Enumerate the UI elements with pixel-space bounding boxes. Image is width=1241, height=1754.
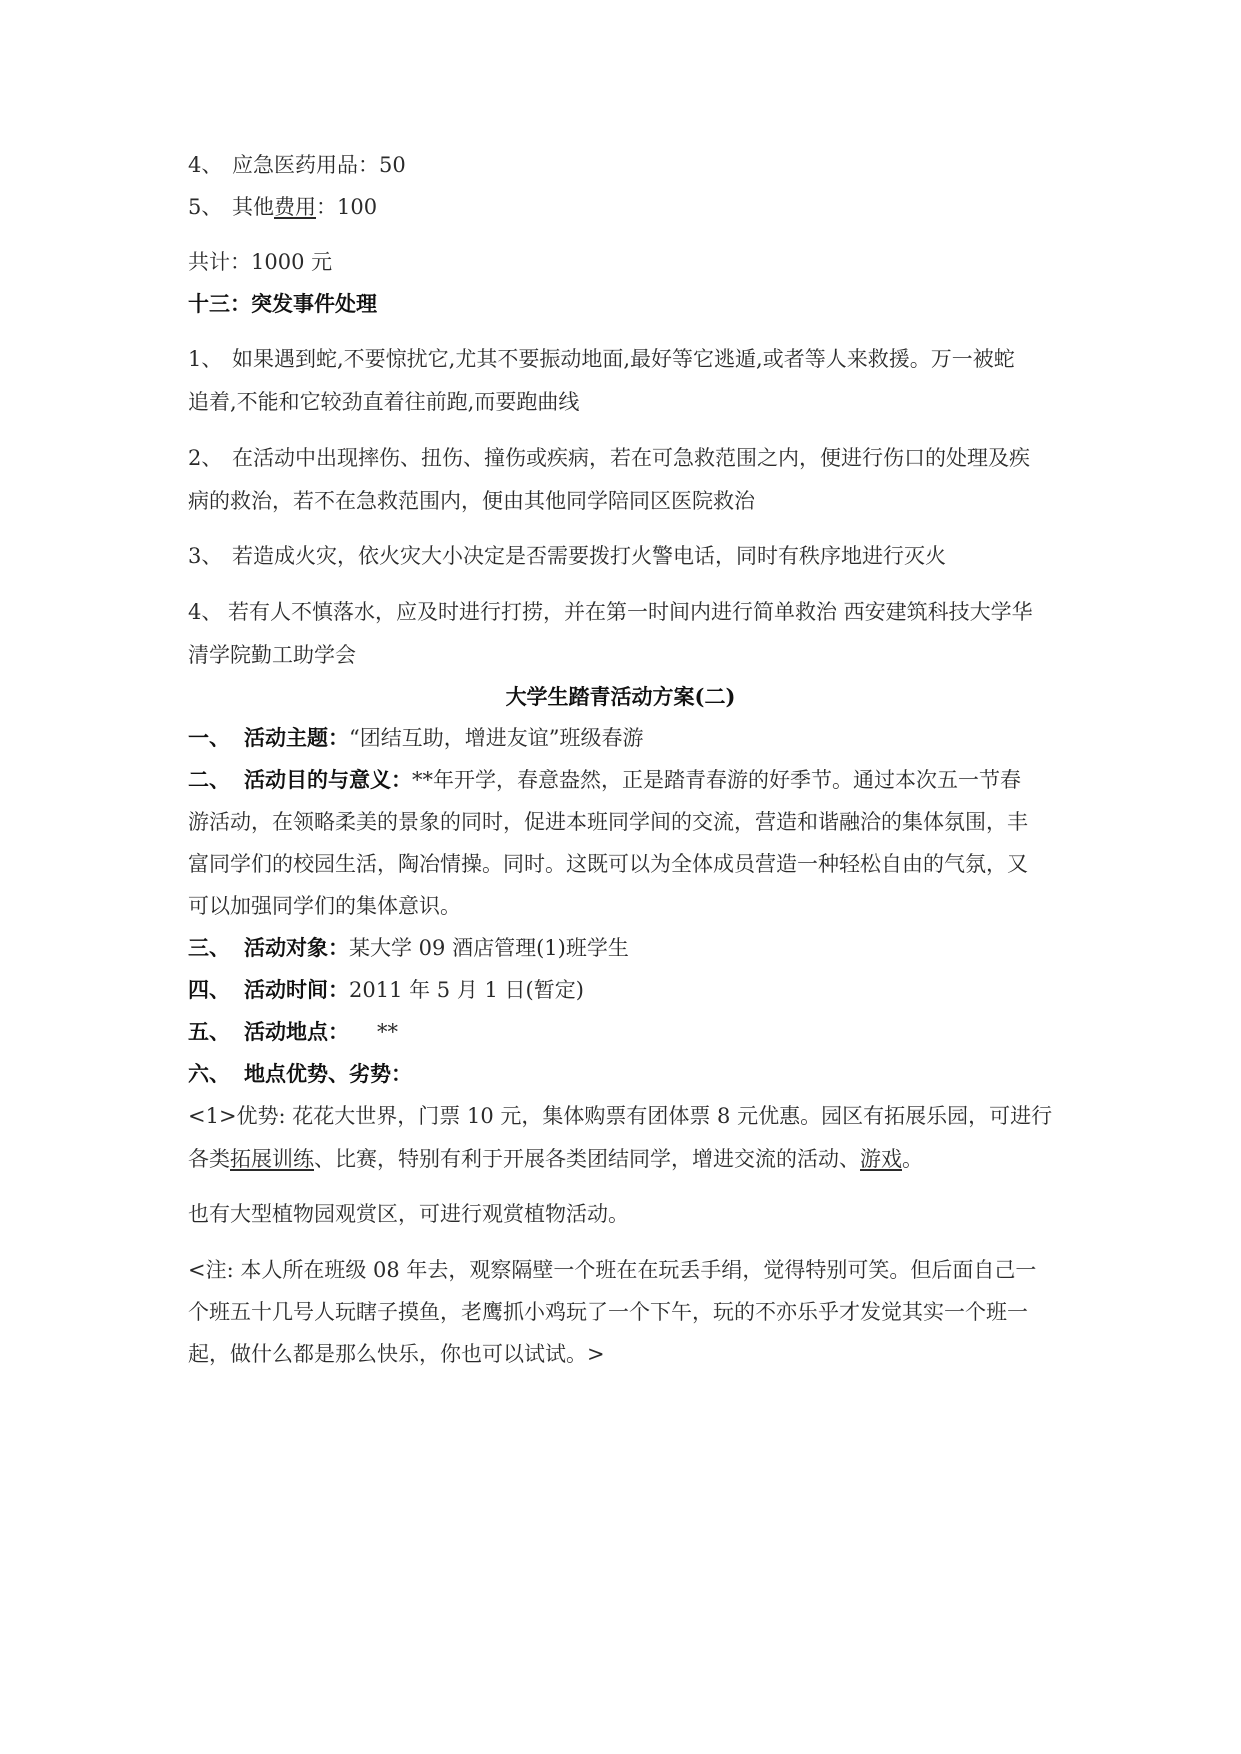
- section-label: 活动地点：: [244, 1019, 349, 1044]
- item-number: 4、: [188, 600, 223, 624]
- section-pros-cons: [188, 1060, 412, 1088]
- section-text: 某大学 09 酒店管理(1)班学生: [349, 936, 629, 960]
- item-number: 2、: [188, 446, 223, 470]
- section-purpose-line2: 游活动，在领略柔美的景象的同时，促进本班同学间的交流，营造和谐融洽的集体氛围，丰: [188, 810, 1028, 834]
- item-label-colon: ：: [316, 195, 337, 219]
- section-number: 三、: [188, 935, 230, 960]
- section-time: [188, 976, 584, 1004]
- advantage-text: 各类: [188, 1147, 230, 1171]
- section-text: “团结互助，增进友谊”班级春游: [349, 726, 644, 750]
- item-number: 1、: [188, 347, 223, 371]
- botanical-line: 也有大型植物园观赏区，可进行观赏植物活动。: [188, 1202, 629, 1226]
- budget-total: [188, 248, 332, 276]
- section-number: 一、: [188, 725, 230, 750]
- section-text: **: [377, 1020, 398, 1044]
- section-purpose-line3: 富同学们的校园生活，陶冶情操。同时。这既可以为全体成员营造一种轻松自由的气氛，又: [188, 852, 1028, 876]
- item-value: 50: [379, 153, 406, 177]
- note-line2: 个班五十几号人玩瞎子摸鱼，老鹰抓小鸡玩了一个下午，玩的不亦乐乎才发觉其实一个班一: [188, 1300, 1028, 1324]
- plan-title: 大学生踏青活动方案(二): [505, 684, 736, 709]
- total-value: 1000: [251, 250, 305, 274]
- emergency-item-1-line2: 追着,不能和它较劲直着往前跑,而要跑曲线: [188, 390, 580, 414]
- advantage-text: 、比赛，特别有利于开展各类团结同学，增进交流的活动、: [314, 1147, 860, 1171]
- section-label: 活动时间：: [244, 977, 349, 1002]
- advantage-line2: [188, 1145, 923, 1173]
- item-number: 5、: [188, 195, 223, 219]
- item-number: 4、: [188, 153, 223, 177]
- emergency-item-3-line1: [188, 542, 946, 570]
- emergency-item-4-line2: 清学院勤工助学会: [188, 643, 356, 667]
- emergency-item-4-line1: [188, 598, 1033, 626]
- fee-link[interactable]: 费用: [274, 195, 316, 219]
- item-text: 如果遇到蛇,不要惊扰它,尤其不要振动地面,最好等它逃遁,或者等人来救援。万一被蛇: [232, 347, 1015, 371]
- budget-item-4: [188, 151, 406, 179]
- item-label: 应急医药用品：: [232, 153, 379, 177]
- item-label: 其他: [232, 195, 274, 219]
- item-text: 若造成火灾，依火灾大小决定是否需要拨打火警电话，同时有秩序地进行灭火: [232, 544, 946, 568]
- section-number: 五、: [188, 1019, 230, 1044]
- advantage-line1: <1>优势: 花花大世界，门票 10 元，集体购票有团体票 8 元优惠。园区有拓展乐园，可进行: [188, 1104, 1053, 1128]
- note-line1: <注: 本人所在班级 08 年去，观察隔壁一个班在在玩丢手绢，觉得特别可笑。但后面自己一: [188, 1258, 1037, 1282]
- section-label: 活动目的与意义：: [244, 767, 412, 792]
- section-purpose-line1: [188, 766, 1021, 794]
- advantage-text: 。: [902, 1147, 923, 1171]
- games-link[interactable]: 游戏: [860, 1147, 902, 1171]
- emergency-item-1-line1: [188, 345, 1015, 373]
- item-number: 3、: [188, 544, 223, 568]
- emergency-item-2-line2: 病的救治，若不在急救范围内，便由其他同学陪同区医院救治: [188, 489, 755, 513]
- section-purpose-line4: 可以加强同学们的集体意识。: [188, 894, 461, 918]
- section-text: **年开学，春意盎然，正是踏青春游的好季节。通过本次五一节春: [412, 768, 1021, 792]
- item-text: 若有人不慎落水，应及时进行打捞，并在第一时间内进行简单救治 西安建筑科技大学华: [228, 600, 1033, 624]
- section-location: [188, 1018, 398, 1046]
- note-line3: 起，做什么都是那么快乐，你也可以试试。>: [188, 1342, 605, 1366]
- section-number: 六、: [188, 1061, 230, 1086]
- section-text: 2011 年 5 月 1 日(暂定): [349, 978, 584, 1002]
- total-label: 共计：: [188, 250, 251, 274]
- total-unit: 元: [311, 250, 333, 274]
- section-number: 二、: [188, 767, 230, 792]
- section-label: 活动主题：: [244, 725, 349, 750]
- section-number: 四、: [188, 977, 230, 1002]
- emergency-item-2-line1: [188, 444, 1030, 472]
- item-text: 在活动中出现摔伤、扭伤、撞伤或疾病，若在可急救范围之内，便进行伤口的处理及疾: [232, 446, 1030, 470]
- section-label: 活动对象：: [244, 935, 349, 960]
- outward-training-link[interactable]: 拓展训练: [230, 1147, 314, 1171]
- section-heading-emergency: 十三：突发事件处理: [188, 291, 377, 316]
- section-participants: [188, 934, 629, 962]
- budget-item-5: [188, 193, 377, 221]
- item-value: 100: [337, 195, 378, 219]
- section-label: 地点优势、劣势：: [244, 1061, 412, 1086]
- section-theme: [188, 724, 643, 752]
